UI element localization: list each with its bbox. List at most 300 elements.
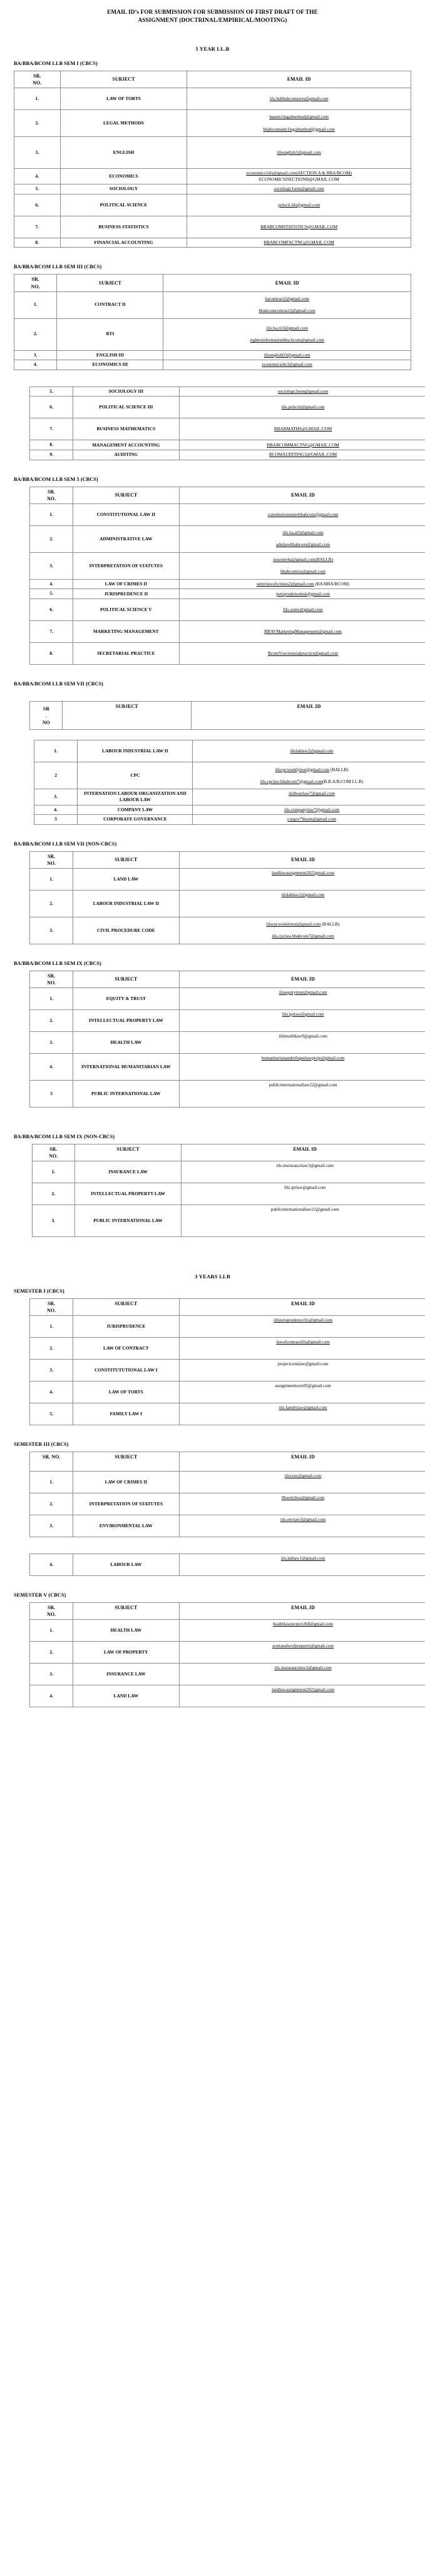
cell-email	[193, 762, 425, 789]
cell-sr-no: 5.	[30, 386, 73, 397]
column-header-sr-no: SR. NO.	[30, 1452, 73, 1472]
table-sem3-cbcs	[14, 274, 411, 370]
table-row	[30, 1620, 425, 1642]
email-address[interactable]: BCOMAUDITING3@GMAIL.COM	[269, 452, 337, 458]
email-address[interactable]: constitutionsemvbbabcom@gmail.com	[267, 512, 339, 517]
table-row	[30, 1493, 425, 1515]
cell-email	[193, 815, 425, 825]
table-row	[32, 1183, 425, 1205]
cell-subject: BUSINESS MATHEMATICS	[73, 418, 179, 440]
cell-sr-no: 3.	[34, 789, 78, 805]
cell-subject: MARKETING MANAGEMENT	[73, 621, 179, 643]
sr-no-line1: SR.	[47, 1605, 56, 1611]
program-heading-3-year: 3 YEARS LLB	[195, 1273, 230, 1280]
cell-email	[179, 589, 425, 599]
cell-email	[179, 1338, 425, 1360]
section-heading-sem9-cbcs: BA/BBA/BCOM LLB SEM IX (CBCS)	[14, 960, 101, 966]
email-address[interactable]: iils.companylaw7@gmail.com	[284, 807, 340, 812]
cell-subject: LEGAL METHODS	[60, 110, 187, 137]
table-header-row	[30, 487, 425, 503]
email-address[interactable]: llbsem3ios@gmail.com	[281, 1495, 325, 1501]
email-address[interactable]: iilscpcweeklytest@gmail.com	[275, 767, 330, 772]
cell-sr-no: 8.	[30, 440, 73, 450]
email-address[interactable]: lawofcontractiils@gmail.com	[276, 1340, 330, 1345]
table-header-row	[32, 1144, 425, 1161]
cell-email	[187, 88, 411, 110]
email-address[interactable]: iils.envlaw3@gmail.com	[280, 1517, 326, 1523]
table-row	[30, 643, 425, 665]
cell-subject: INTERNATION LABOUR ORGANIZATION AND LABOUR LAW	[78, 789, 193, 805]
cell-sr-no: 3.	[30, 1664, 73, 1685]
cell-subject: PUBLIC INTERNATIONAL LAW	[75, 1205, 182, 1237]
cell-subject: ENGLISH	[60, 137, 187, 169]
table-row	[30, 1381, 425, 1403]
cell-sr-no: 4.	[30, 1685, 73, 1707]
sr-no-line2: NO.	[31, 283, 40, 290]
cell-subject: ECONOMICS	[60, 169, 187, 184]
email-address[interactable]: iilsenglish1@gmail.com	[277, 150, 321, 156]
column-header-sr-no	[30, 1299, 73, 1316]
cell-email	[179, 1554, 425, 1576]
cell-email	[179, 503, 425, 525]
email-address[interactable]: Iils.iprlaw@gmail.com	[282, 1012, 324, 1017]
email-address[interactable]: economics1iils@gmail.com(SECTION A & BBA/BCOM)	[246, 171, 352, 176]
email-address[interactable]: iils.familylaw@gmail.com	[279, 1405, 327, 1411]
column-header-email-id: EMAIL ID	[179, 1452, 425, 1472]
email-line	[194, 767, 425, 773]
cell-subject: CONSTITUTIONAL LAW II	[73, 503, 179, 525]
sr-no-line2: NO.	[47, 860, 56, 866]
column-header-email-id: EMAIL ID	[179, 487, 425, 503]
cell-email	[193, 789, 425, 805]
cell-subject: EQUITY & TRUST	[73, 988, 179, 1010]
cell-subject: LABOUR INDUSTRIAL LAW II	[73, 890, 179, 917]
email-address[interactable]: sociology1sem@gmail.com	[274, 186, 324, 192]
email-address[interactable]: ECONOMICSISECTIONB@GMAIL.COM	[259, 177, 339, 183]
column-header-email-id: EMAIL ID	[187, 71, 411, 88]
cell-email	[179, 552, 425, 579]
email-address[interactable]: iils.cpclaw.bbabcom7@gmail.com	[272, 934, 334, 939]
section-heading-semester1-cbcs: SEMESTER I (CBCS)	[14, 1288, 64, 1295]
cell-email	[187, 194, 411, 216]
email-address[interactable]: iils.ba.al5@gmail.com	[282, 530, 324, 536]
table-header-row	[14, 71, 411, 88]
column-header-subject: SUBJECT	[73, 1603, 179, 1620]
cell-email	[163, 318, 411, 350]
table-row	[30, 988, 425, 1010]
table-semester3-cbcs	[29, 1452, 425, 1537]
cell-subject: LAW OF CONTRACT	[73, 1338, 179, 1360]
email-address[interactable]: projectconslaw@gmail.com	[277, 1361, 329, 1367]
cell-email	[179, 1515, 425, 1537]
email-address[interactable]: semvlawofcrimes2@gmail.com	[257, 582, 314, 587]
table-row	[30, 917, 425, 944]
column-header-email-id: EMAIL ID	[179, 1603, 425, 1620]
cell-email	[179, 917, 425, 944]
table-row	[34, 815, 425, 825]
column-header-email-id: EMAIL ID	[179, 851, 425, 868]
email-address[interactable]: ilolbourlaw7@gmail.com	[289, 791, 335, 797]
column-header-subject: SUBJECT	[73, 971, 179, 987]
cell-email	[187, 110, 411, 137]
email-address[interactable]: BBABMATHS@GMAIL.COM	[274, 427, 332, 432]
cell-sr-no: 2.	[30, 1642, 73, 1664]
cell-subject: CORPORATE GOVERNANCE	[78, 815, 193, 825]
cell-sr-no: 4.	[30, 579, 73, 589]
sr-no-line1: SR.	[49, 1146, 58, 1152]
section-heading-semester3-cbcs: SEMESTER III (CBCS)	[14, 1442, 69, 1448]
column-header-sr-no	[14, 275, 57, 291]
email-address[interactable]: iils.babbabcomtorts@gmail.com	[269, 96, 329, 102]
email-address[interactable]: assignmenttorts05@gmail.com	[275, 1383, 331, 1389]
email-address[interactable]: economicsiils3@gmail.com	[262, 362, 312, 368]
cell-email	[179, 621, 425, 643]
cell-sr-no: 3.	[32, 1205, 74, 1237]
email-address[interactable]: iilshealthlaw9@gmail.com	[279, 1034, 327, 1039]
cell-subject: POLITICAL SCIENCE	[60, 194, 187, 216]
table-row	[30, 890, 425, 917]
cell-subject: AUDITING	[73, 450, 179, 460]
cell-email	[187, 216, 411, 238]
cell-sr-no: 2.	[30, 1338, 73, 1360]
cell-subject: LAND LAW	[73, 1685, 179, 1707]
cell-email	[179, 1032, 425, 1054]
cell-sr-no: 3.	[30, 1360, 73, 1381]
cell-sr-no: 3.	[14, 350, 57, 360]
cell-subject: LAW OF CRIMES II	[73, 1472, 179, 1493]
column-header-sr-no	[14, 71, 61, 88]
section-heading-sem3-cbcs: BA/BBA/BCOM LLB SEM III (CBCS)	[14, 264, 102, 270]
cell-subject: POLITICAL SCIENCE III	[73, 397, 179, 418]
cell-email	[179, 988, 425, 1010]
cell-sr-no: 1.	[14, 291, 57, 318]
cell-sr-no: 2.	[14, 318, 57, 350]
table-row	[30, 589, 425, 599]
cell-sr-no: 1.	[30, 503, 73, 525]
email-address[interactable]: BBABCOMFACTNG@GMAIL.COM	[264, 240, 334, 246]
email-address[interactable]: basem1legalmethod@gmail.com	[269, 114, 329, 120]
email-address[interactable]: corgov7thsem@gmail.com	[287, 817, 336, 822]
cell-email	[179, 450, 425, 460]
table-row	[34, 789, 425, 805]
table-row	[34, 762, 425, 789]
table-header-row	[30, 971, 425, 987]
cell-sr-no: 2.	[30, 890, 73, 917]
email-address[interactable]: iils.polsciii@gmail.com	[281, 405, 325, 410]
column-header-sr-no	[30, 487, 73, 503]
cell-sr-no: 2.	[32, 1183, 74, 1205]
email-address[interactable]: landlawassignment2022gmail.com	[272, 870, 335, 876]
email-address[interactable]: healthlawproject268@gmail.com	[273, 1622, 333, 1627]
column-header-subject: SUBJECT	[75, 1144, 182, 1161]
cell-email	[179, 1685, 425, 1707]
email-address[interactable]: BBABCOMSTATISTICS@GMAIL.COM	[260, 224, 338, 230]
cell-sr-no: 7.	[14, 216, 61, 238]
sr-no-line1: SR	[43, 705, 50, 712]
column-header-subject: SUBJECT	[60, 71, 187, 88]
table-semester1-cbcs	[29, 1298, 425, 1425]
table-row	[32, 1161, 425, 1183]
cell-sr-no: 4.	[34, 805, 78, 815]
email-address[interactable]: righttoinformationbba.bcom@gmail.com	[250, 338, 324, 343]
email-address[interactable]: iils.insiurancelaw3@gmail.com	[274, 1665, 332, 1671]
email-address[interactable]: humanitarianandrefugeelawproje@gmail.com	[262, 1056, 345, 1061]
table-row	[14, 350, 411, 360]
email-address[interactable]: iilsenglish03@gmail.com	[264, 352, 310, 358]
cell-subject: INTERNATIONAL HUMANITARIAN LAW	[73, 1054, 179, 1081]
cell-sr-no: 3.	[30, 917, 73, 944]
cell-subject: JURISPRUDENCE II	[73, 589, 179, 599]
column-header-email-id: EMAIL ID	[179, 1299, 425, 1316]
email-address[interactable]: Iils.iprlaw@gmail.com	[284, 1185, 326, 1191]
email-address[interactable]: BBAVMarketingManagement@gmail.com	[264, 629, 342, 635]
sr-no-line3: NO	[42, 719, 50, 725]
email-address[interactable]: admlawbbabcom@gmail.com	[275, 542, 330, 548]
sr-no-line1: SR.	[47, 488, 56, 495]
email-address[interactable]: iils.ba.rti3@gmail.com	[266, 326, 308, 331]
cell-sr-no: 2.	[30, 1010, 73, 1032]
table-sem5-cbcs	[29, 487, 425, 665]
table-row	[14, 360, 411, 370]
cell-subject: ENVIRONMENTAL LAW	[73, 1515, 179, 1537]
cell-email	[179, 525, 425, 552]
cell-email	[179, 868, 425, 890]
email-address[interactable]: iilslablaw2@gmail.com	[290, 749, 334, 754]
cell-subject: LAW OF TORTS	[73, 1381, 179, 1403]
email-address[interactable]: BcomVsecretarialpractice@gmail.com	[268, 651, 338, 657]
cell-sr-no: 5	[34, 815, 78, 825]
cell-email	[179, 418, 425, 440]
table-header-row	[30, 702, 425, 730]
table-header-row	[14, 275, 411, 291]
table-sem9-cbcs	[29, 971, 425, 1108]
cell-sr-no: 3.	[30, 1515, 73, 1537]
table-row	[30, 1403, 425, 1425]
email-spacer	[165, 302, 409, 308]
section-heading-sem1-cbcs: BA/BBA/BCOM LLB SEM I (CBCS)	[14, 60, 98, 66]
email-address[interactable]: publicinternationallaw22@gmail.com	[269, 1083, 337, 1088]
cell-sr-no: 1.	[34, 740, 78, 762]
table-row	[30, 621, 425, 643]
email-address[interactable]: iils.insiurancelaw3@gmail.com	[276, 1163, 334, 1169]
table-row	[30, 1081, 425, 1108]
email-address[interactable]: iilsjurisprudence3rs@gmail.com	[274, 1318, 332, 1323]
cell-sr-no: 1.	[30, 868, 73, 890]
table-row	[30, 1685, 425, 1707]
cell-email	[179, 1010, 425, 1032]
table-row	[14, 169, 411, 184]
cell-email	[181, 1183, 425, 1205]
column-header-sr-no	[30, 1603, 73, 1620]
email-line	[194, 779, 425, 785]
cell-subject: LABOUR LAW	[73, 1554, 179, 1576]
cell-email	[179, 1054, 425, 1081]
table-row	[30, 1338, 425, 1360]
email-address[interactable]: bbabcomsem1legalmethod@gmail.com	[263, 126, 335, 132]
cell-subject: INSURANCE LAW	[73, 1664, 179, 1685]
cell-sr-no: 1.	[30, 988, 73, 1010]
table-row	[14, 194, 411, 216]
cell-sr-no: 5.	[30, 1403, 73, 1425]
email-spacer	[181, 536, 425, 542]
cell-email	[193, 805, 425, 815]
table-header-row	[30, 851, 425, 868]
column-header-subject: SUBJECT	[73, 851, 179, 868]
email-suffix: (BALLB)	[320, 922, 340, 927]
column-header-sr-no	[30, 702, 63, 730]
cell-email	[193, 740, 425, 762]
email-address[interactable]: bbabcomcontract2@gmail.com	[259, 308, 315, 314]
cell-email	[179, 599, 425, 621]
table-row	[30, 450, 425, 460]
email-address[interactable]: Iils.semv@gmail.com	[283, 607, 323, 613]
cell-email	[179, 397, 425, 418]
section-heading-sem7-noncbcs: BA/BBA/BCOM LLB SEM VII (NON-CBCS)	[14, 841, 117, 847]
cell-sr-no: 4.	[30, 1381, 73, 1403]
cell-sr-no: 7.	[30, 621, 73, 643]
cell-email	[179, 1381, 425, 1403]
table-row	[30, 525, 425, 552]
cell-subject: SOCIOLOGY	[60, 184, 187, 194]
cell-email	[179, 386, 425, 397]
cell-subject: SECRETARIAL PRACTICE	[73, 643, 179, 665]
section-heading-sem5-cbcs: BA/BBA/BCOM LLB SEM 5 (CBCS)	[14, 476, 98, 482]
sr-no-line2: .	[45, 712, 47, 719]
cell-subject: PUBLIC INTERNATIONAL LAW	[73, 1081, 179, 1108]
cell-sr-no: 5.	[14, 184, 61, 194]
table-row	[32, 1205, 425, 1237]
column-header-subject: SUBJECT	[63, 702, 191, 730]
email-address[interactable]: iilsequitytrust@gmail.com	[279, 990, 327, 995]
table-row	[14, 238, 411, 248]
email-address[interactable]: iilscrpc@gmail.com	[284, 1473, 322, 1479]
cell-email	[163, 291, 411, 318]
table-row	[30, 1316, 425, 1338]
email-address[interactable]: iilslablaw2@gmail.com	[281, 892, 325, 897]
cell-subject: ENGLISH III	[57, 350, 163, 360]
table-row	[30, 503, 425, 525]
email-spacer	[165, 331, 409, 337]
email-suffix: (BA/BBA/BCOM)	[314, 582, 350, 587]
cell-sr-no: 4.	[30, 1054, 73, 1081]
email-address[interactable]: landlawassignment2022gmail.com	[272, 1687, 335, 1693]
cell-email	[181, 1161, 425, 1183]
email-address[interactable]: iilscpcweeklytest@gmail.com	[266, 922, 321, 927]
cell-subject: COMPANY LAW	[78, 805, 193, 815]
cell-email	[179, 1316, 425, 1338]
table-row	[14, 184, 411, 194]
cell-sr-no: 5	[30, 1081, 73, 1108]
email-suffix: (B.B.A/B.COM LL.B)	[322, 779, 364, 784]
table-semester3-cbcs-continued	[29, 1553, 425, 1576]
email-address[interactable]: BBABCOMMACTNG@GMAIL.COM	[267, 442, 339, 448]
cell-subject: INTELLECTUAL PROPERTY LAW	[73, 1010, 179, 1032]
email-address[interactable]: bbabcomios@gmail.com	[280, 569, 326, 575]
cell-subject: CIVIL PROCEDURE CODE	[73, 917, 179, 944]
cell-sr-no: 1.	[30, 1316, 73, 1338]
email-line	[181, 921, 425, 927]
table-row	[30, 552, 425, 579]
cell-subject: ADMINISTRATIVE LAW	[73, 525, 179, 552]
title-line-2: ASSIGNMENT (DOCTRINAL/EMPIRICAL/MOOTING)	[138, 18, 287, 24]
cell-subject: INTELLECTUAL PROPERTY LAW	[75, 1183, 182, 1205]
table-semester5-cbcs	[29, 1602, 425, 1707]
table-sem7-cbcs-body	[34, 740, 425, 825]
table-row	[14, 88, 411, 110]
cell-email	[179, 440, 425, 450]
cell-subject: HEALTH LAW	[73, 1032, 179, 1054]
cell-subject: INTERPRETATION OF STATUTES	[73, 1493, 179, 1515]
column-header-subject: SUBJECT	[57, 275, 163, 291]
sr-no-line2: NO.	[47, 979, 56, 986]
table-row	[30, 1032, 425, 1054]
sr-no-line2: NO.	[47, 1612, 56, 1618]
column-header-email-id: EMAIL ID	[191, 702, 425, 730]
table-row	[30, 386, 425, 397]
email-address[interactable]: publicinternationallaw22@gmail.com	[270, 1207, 339, 1213]
cell-subject: POLITICAL SCIENCE V	[73, 599, 179, 621]
sr-no-line1: SR.	[47, 853, 56, 859]
table-row	[30, 1554, 425, 1576]
column-header-subject: SUBJECT	[73, 1452, 179, 1472]
table-row	[34, 805, 425, 815]
cell-subject: BUSINESS STATISTICS	[60, 216, 187, 238]
cell-sr-no: 2.	[14, 110, 61, 137]
email-address[interactable]: iossemvba@gmail.com(BALLB)	[273, 557, 333, 563]
cell-subject: HEALTH LAW	[73, 1620, 179, 1642]
table-row	[30, 599, 425, 621]
email-address[interactable]: sociology3sem@gmail.com	[277, 389, 329, 395]
email-address[interactable]: iils.lablaw1@gmail.com	[280, 1556, 325, 1562]
email-spacer	[188, 121, 409, 126]
cell-subject: LAND LAW	[73, 868, 179, 890]
cell-sr-no: 1.	[30, 1620, 73, 1642]
table-sem3-cbcs-continued	[29, 386, 425, 460]
column-header-subject: SUBJECT	[73, 1299, 179, 1316]
cell-sr-no: 3.	[14, 137, 61, 169]
table-row	[34, 740, 425, 762]
cell-email	[179, 1664, 425, 1685]
email-address[interactable]: iils.cpclaw.bbabcom7@gmail.com	[260, 779, 323, 784]
cell-sr-no: 8.	[14, 238, 61, 248]
table-row	[14, 137, 411, 169]
cell-email	[163, 360, 411, 370]
cell-subject: FINANCIAL ACCOUNTING	[60, 238, 187, 248]
email-spacer	[181, 927, 425, 933]
section-heading-semester5-cbcs: SEMESTER V (CBCS)	[14, 1592, 66, 1599]
email-spacer	[194, 773, 425, 779]
email-address[interactable]: jurisprudencetest@gmail.com	[275, 591, 330, 597]
table-row	[30, 1642, 425, 1664]
cell-email	[179, 1360, 425, 1381]
column-header-sr-no	[32, 1144, 74, 1161]
cell-subject: ECONOMICS III	[57, 360, 163, 370]
cell-email	[163, 350, 411, 360]
cell-email	[187, 169, 411, 184]
cell-email	[179, 579, 425, 589]
table-row	[30, 1360, 425, 1381]
table-row	[14, 291, 411, 318]
column-header-email-id: EMAIL ID	[181, 1144, 425, 1161]
cell-subject: LAW OF TORTS	[60, 88, 187, 110]
sr-no-line2: NO.	[47, 1308, 56, 1314]
cell-email	[181, 1205, 425, 1237]
cell-sr-no: 2.	[30, 1493, 73, 1515]
cell-subject: MANAGEMENT ACCOUNTING	[73, 440, 179, 450]
email-address[interactable]: bacontract2@gmail.com	[265, 296, 310, 302]
email-address[interactable]: polscii.iils@gmail.com	[278, 202, 320, 208]
email-address[interactable]: acttransferofproperty@gmail.com	[272, 1644, 334, 1649]
